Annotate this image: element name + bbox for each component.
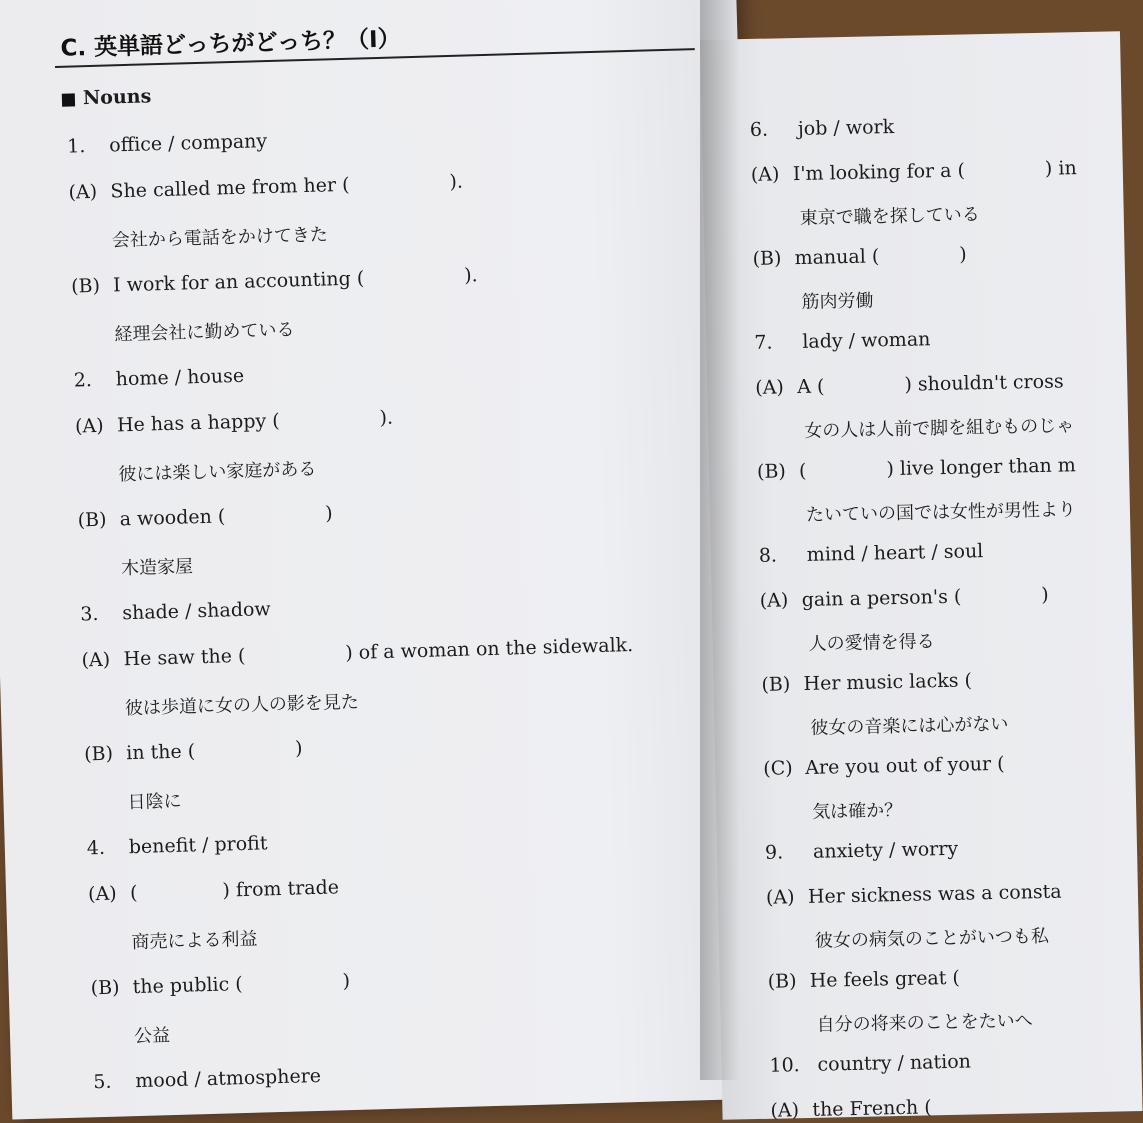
left-entry-4-number: 4. bbox=[87, 837, 106, 859]
right-entry-7-b-sentence bbox=[799, 454, 1076, 482]
right-entry-7-b-text-after-blank: ) live longer than m bbox=[886, 454, 1076, 480]
left-entry-1-words: office / company bbox=[109, 130, 267, 156]
left-entry-2-a-translation: 彼には楽しい家庭がある bbox=[118, 455, 317, 487]
right-entry-6-b-sentence bbox=[794, 243, 967, 269]
left-entry-4-b-sentence bbox=[132, 970, 350, 998]
left-entry-4-words: benefit / profit bbox=[129, 832, 268, 858]
right-entry-6-a-blank bbox=[965, 175, 1045, 177]
left-entry-3-b-text-after-blank: ) bbox=[295, 737, 303, 759]
left-entry-3-words: shade / shadow bbox=[122, 598, 271, 624]
left-entry-2-words: home / house bbox=[115, 365, 244, 391]
left-entry-4-b-label: (B) bbox=[90, 977, 119, 1000]
right-entry-9-words: anxiety / worry bbox=[813, 838, 958, 863]
right-entry-8-c-translation: 気は確か？ bbox=[812, 796, 903, 824]
left-entry-2-a-label: (A) bbox=[75, 415, 104, 438]
right-entry-7-a-text-after-blank: ) shouldn't cross bbox=[904, 370, 1064, 395]
right-entry-6-b-text-before-blank: manual ( bbox=[794, 245, 879, 269]
left-entry-3-a-label: (A) bbox=[81, 649, 110, 672]
left-entry-3-b-blank bbox=[195, 755, 295, 758]
left-entry-3-b-text-before-blank: in the ( bbox=[126, 740, 196, 764]
right-entry-8-a-label: (A) bbox=[760, 589, 789, 612]
right-entry-8-a-sentence bbox=[802, 584, 1049, 611]
left-entry-2-a-text-before-blank: He has a happy ( bbox=[117, 410, 280, 437]
left-entry-2-number: 2. bbox=[73, 369, 92, 391]
subheading-nouns bbox=[62, 85, 152, 109]
left-entry-4-a-label: (A) bbox=[88, 883, 117, 906]
left-entry-3-a-text-before-blank: He saw the ( bbox=[123, 645, 245, 670]
left-entry-3-b-sentence bbox=[126, 737, 303, 764]
left-entry-2-b-sentence bbox=[119, 502, 333, 530]
left-entry-1-b-blank bbox=[364, 282, 464, 285]
left-entry-1-a-text-after-blank: ). bbox=[449, 171, 463, 193]
right-entry-6-b-blank bbox=[879, 261, 959, 263]
right-entry-9-number: 9. bbox=[765, 841, 784, 863]
right-entry-9-a-text-before-blank: Her sickness was a consta bbox=[808, 881, 1062, 908]
right-entry-7-b-blank bbox=[807, 475, 887, 477]
left-entry-3-a-text-after-blank: ) of a woman on the sidewalk. bbox=[345, 634, 633, 664]
right-entry-7-b-translation: たいていの国では女性が男性より bbox=[806, 495, 1076, 527]
right-entry-7-a-label: (A) bbox=[755, 376, 784, 399]
right-entry-8-a-text-after-blank: ) bbox=[1041, 584, 1049, 606]
left-entry-3-b-translation: 日陰に bbox=[127, 787, 182, 814]
left-entry-2-b-text-before-blank: a wooden ( bbox=[119, 505, 225, 530]
right-entry-7-a-translation: 女の人は人前で脚を組むものじゃ bbox=[804, 411, 1074, 443]
right-entry-10-a-text-before-blank: the French ( bbox=[812, 1096, 932, 1120]
right-entry-10-a-label: (A) bbox=[770, 1099, 799, 1122]
left-entry-4-b-blank bbox=[243, 987, 343, 990]
left-entry-2-a-sentence bbox=[117, 407, 394, 437]
section-title: C. 英単語どっちがどっち？（I） bbox=[60, 20, 401, 62]
right-entry-9-a-label: (A) bbox=[766, 886, 795, 909]
bullet-square-icon bbox=[62, 93, 75, 106]
right-entry-8-a-translation: 人の愛情を得る bbox=[808, 627, 935, 656]
right-entry-7-a-sentence bbox=[797, 370, 1064, 398]
right-entry-7-words: lady / woman bbox=[802, 328, 931, 353]
right-entry-10-a-sentence bbox=[812, 1096, 932, 1120]
right-entry-8-b-label: (B) bbox=[761, 673, 790, 696]
right-entry-8-c-sentence bbox=[805, 753, 1005, 779]
right-entry-6-b-label: (B) bbox=[752, 247, 781, 270]
left-entry-5-number: 5. bbox=[93, 1071, 112, 1093]
right-entry-8-c-label: (C) bbox=[763, 757, 793, 780]
right-entry-8-words: mind / heart / soul bbox=[807, 540, 984, 566]
left-entry-2-b-text-after-blank: ) bbox=[325, 502, 333, 524]
left-entry-1-b-text-before-blank: I work for an accounting ( bbox=[113, 267, 365, 296]
right-entry-8-a-blank bbox=[961, 601, 1041, 603]
left-entry-3-a-sentence bbox=[123, 634, 633, 670]
right-entry-6-a-label: (A) bbox=[751, 163, 780, 186]
right-entry-6-a-text-before-blank: I'm looking for a ( bbox=[793, 159, 966, 185]
right-entry-7-a-blank bbox=[825, 391, 905, 393]
left-entry-2-a-blank bbox=[280, 424, 380, 427]
left-entry-4-a-sentence bbox=[130, 876, 339, 904]
right-entry-7-number: 7. bbox=[754, 332, 773, 354]
left-entry-4-b-text-after-blank: ) bbox=[342, 970, 350, 992]
right-entry-6-b-translation: 筋肉労働 bbox=[801, 286, 874, 314]
right-entry-6-a-text-after-blank: ) in bbox=[1045, 157, 1077, 180]
right-entry-9-b-label: (B) bbox=[768, 970, 797, 993]
left-entry-1-a-sentence bbox=[110, 171, 463, 203]
right-entry-8-number: 8. bbox=[759, 545, 778, 567]
right-entry-6-a-translation: 東京で職を探している bbox=[799, 200, 980, 230]
left-entry-4-b-text-before-blank: the public ( bbox=[132, 973, 243, 998]
left-entry-4-b-translation: 公益 bbox=[134, 1021, 171, 1048]
left-entry-1-b-translation: 経理会社に勤めている bbox=[114, 315, 295, 346]
book-gutter bbox=[700, 0, 740, 1080]
left-entry-4-a-blank bbox=[138, 897, 223, 899]
right-entry-7-b-label: (B) bbox=[757, 460, 786, 483]
right-entry-9-a-sentence bbox=[808, 881, 1062, 908]
left-entry-1-b-sentence bbox=[113, 264, 478, 296]
subheading-text: Nouns bbox=[83, 85, 152, 109]
left-entry-2-b-blank bbox=[225, 520, 325, 523]
left-entry-1-b-text-after-blank: ). bbox=[464, 264, 478, 286]
right-entry-9-b-sentence bbox=[809, 967, 960, 992]
left-entry-2-b-translation: 木造家屋 bbox=[121, 552, 194, 580]
right-entry-9-a-translation: 彼女の病気のことがいつも私 bbox=[815, 922, 1049, 953]
left-entry-3-b-label: (B) bbox=[84, 743, 113, 766]
right-entry-7-a-text-before-blank: A ( bbox=[797, 375, 825, 398]
right-entry-8-b-blank bbox=[972, 685, 1052, 687]
right-page bbox=[700, 31, 1143, 1120]
left-entry-4-a-text-before-blank: ( bbox=[130, 882, 138, 904]
right-entry-8-b-text-before-blank: Her music lacks ( bbox=[803, 669, 972, 695]
right-entry-9-b-translation: 自分の将来のことをたいへ bbox=[816, 1006, 1032, 1037]
left-entry-1-a-blank bbox=[350, 188, 450, 191]
right-entry-6-a-sentence bbox=[793, 157, 1077, 185]
left-entry-1-a-label: (A) bbox=[68, 181, 97, 204]
left-entry-1-a-translation: 会社から電話をかけてきた bbox=[111, 220, 328, 252]
right-entry-8-c-text-before-blank: Are you out of your ( bbox=[805, 753, 1005, 779]
left-entry-1-b-label: (B) bbox=[71, 275, 100, 298]
right-entry-6-words: job / work bbox=[798, 116, 895, 140]
left-entry-1-number: 1. bbox=[67, 135, 86, 157]
left-entry-3-a-translation: 彼は歩道に女の人の影を見た bbox=[125, 688, 360, 721]
left-entry-2-b-label: (B) bbox=[77, 509, 106, 532]
left-entry-5-words: mood / atmosphere bbox=[135, 1065, 321, 1092]
right-entry-7-b-text-before-blank: ( bbox=[799, 460, 807, 482]
left-entry-3-number: 3. bbox=[80, 603, 99, 625]
right-entry-8-b-sentence bbox=[803, 668, 1052, 695]
right-entry-6-number: 6. bbox=[750, 119, 769, 141]
left-entry-1-a-text-before-blank: She called me from her ( bbox=[110, 174, 350, 203]
left-entry-2-a-text-after-blank: ). bbox=[379, 407, 393, 429]
left-entry-3-a-blank bbox=[246, 659, 346, 662]
right-entry-10-words: country / nation bbox=[817, 1051, 971, 1076]
right-entry-8-a-text-before-blank: gain a person's ( bbox=[802, 586, 962, 611]
right-entry-6-b-text-after-blank: ) bbox=[959, 243, 967, 265]
left-entry-4-a-translation: 商売による利益 bbox=[131, 925, 258, 955]
right-entry-10-number: 10. bbox=[769, 1054, 800, 1077]
right-entry-8-b-translation: 彼女の音楽には心がない bbox=[810, 710, 1009, 740]
right-entry-9-b-text-before-blank: He feels great ( bbox=[809, 967, 960, 992]
left-entry-4-a-text-after-blank: ) from trade bbox=[222, 876, 339, 901]
